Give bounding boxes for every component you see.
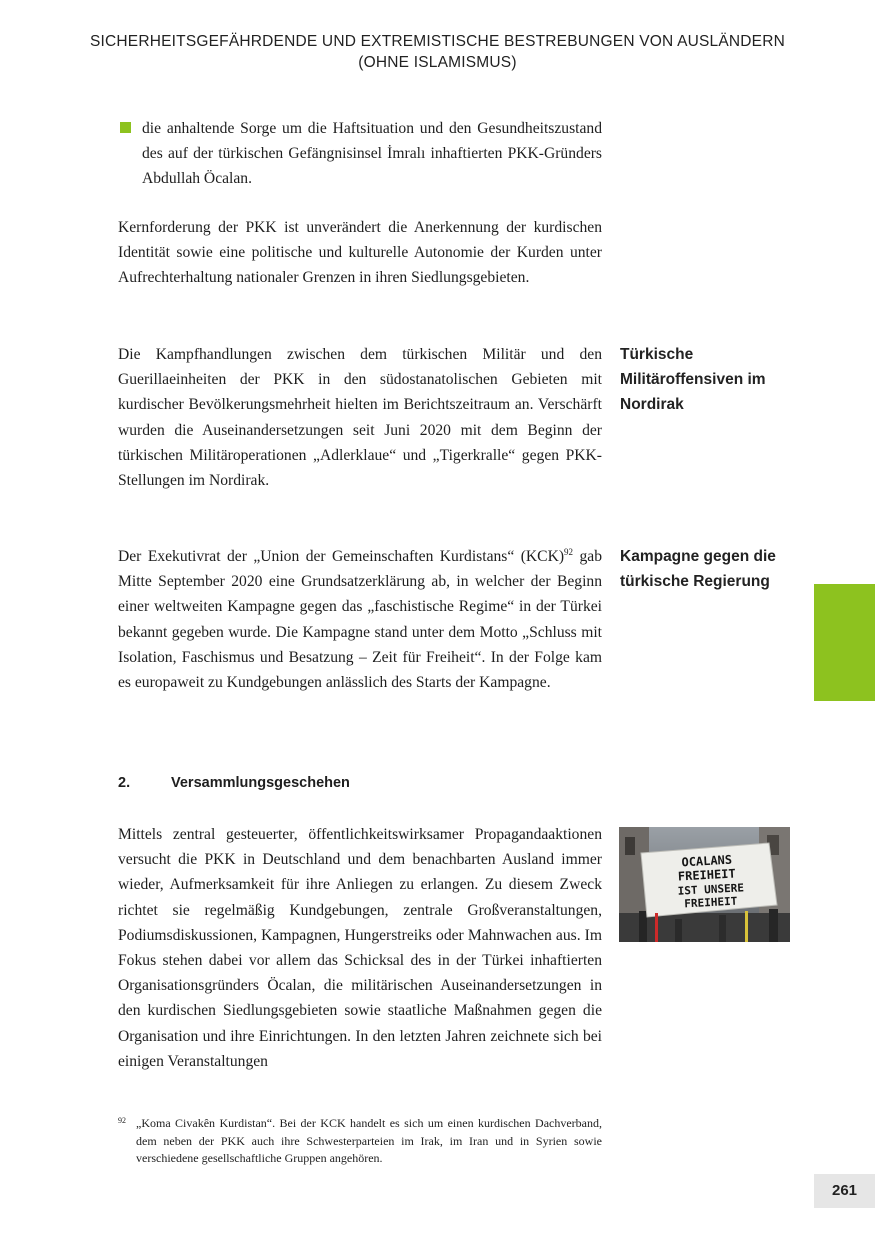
running-header-line-2: (OHNE ISLAMISMUS): [358, 54, 517, 71]
running-header-line-1: SICHERHEITSGEFÄHRDENDE UND EXTREMISTISCHE BESTREBUNGEN VON AUSLÄNDERN: [89, 33, 786, 50]
section-number: 2.: [118, 775, 131, 791]
protest-banner-photo: [619, 827, 790, 942]
running-header: [60, 31, 815, 73]
paragraph-assemblies: Mittels zentral gesteuerter, öffentlichkeitswirksamer Propagandaaktionen versucht die PKK in Deutschland und dem benachbarten Ausland immer wieder, Aufmerksamkeit für ihre Anliegen zu erlangen. Zu diesem Zweck richtet sie regelmäßig Kundgebungen, zentrale Großveranstaltungen, Podiumsdiskussionen, Kampagnen, Hungerstreiks oder Mahnwachen aus. Im Fokus stehen dabei vor allem das Schicksal des in der Türkei inhaftierten Organisationsgründers Öcalan, die militärischen Auseinandersetzungen in den kurdischen Siedlungsgebieten sowie staatliche Maßnahmen gegen die Organisation und ihre Einrichtungen. In den letzten Jahren zeichnete sich bei einigen Veranstaltungen: [118, 826, 602, 1070]
footnote-number: 92: [118, 1116, 126, 1125]
section-title: Versammlungsgeschehen: [171, 775, 350, 791]
footnote: [118, 1115, 602, 1168]
chapter-tab-marker: [814, 584, 875, 701]
sidenote-campaign: [620, 544, 800, 594]
paragraph-campaign-start: Der Exekutivrat der „Union der Gemeinschaften Kurdistans“ (KCK): [118, 548, 565, 565]
banner-line-2: FREIHEIT: [677, 866, 737, 884]
sidenote-line: Nordirak: [620, 396, 684, 414]
sidenote-line: türkische Regierung: [620, 573, 770, 591]
sidenote-line: Türkische: [620, 346, 694, 363]
bullet-text: die anhaltende Sorge um die Haftsituation und den Gesundheitszustand des auf der türkischen Gefängnisinsel İmralı inhaftierten PKK-Gründers Abdullah Öcalan.: [142, 120, 602, 188]
sidenote-military-offensive: [620, 342, 800, 418]
bullet-item: [118, 116, 602, 192]
footnote-text: „Koma Civakên Kurdistan“. Bei der KCK handelt es sich um einen kurdischen Dachverband, dem neben der PKK auch ihre Schwesterparteien im Irak, im Iran und in Syrien sowie verschiedene gesellschaftliche Gruppen angehören.: [136, 1116, 602, 1165]
page-number: 261: [814, 1174, 875, 1208]
paragraph-pkk-demands: Kernforderung der PKK ist unverändert die Anerkennung der kurdischen Identität sowie eine politische und kulturelle Autonomie der Kurden unter Aufrechterhaltung nationaler Grenzen in ihren Siedlungsgebieten.: [118, 219, 602, 287]
sidenote-line: Militäroffensiven im: [620, 371, 766, 389]
paragraph-campaign-rest: gab Mitte September 2020 eine Grundsatzerklärung ab, in welcher der Beginn einer weltweiten Kampagne gegen das „faschistische Regime“ in der Türkei bekannt gegeben wurde. Die Kampagne stand unter dem Motto „Schluss mit Isolation, Faschismus und Besatzung – Zeit für Freiheit“. In der Folge kam es europaweit zu Kundgebungen anlässlich des Starts der Kampagne.: [118, 548, 603, 692]
paragraph-campaign: [118, 544, 602, 695]
banner-line-1: OCALANS: [681, 852, 733, 870]
banner-line-3: IST UNSERE: [677, 881, 745, 898]
sidenote-line: Kampagne gegen die: [620, 548, 776, 565]
bullet-square-icon: [120, 122, 131, 133]
paragraph-fighting: Die Kampfhandlungen zwischen dem türkischen Militär und den Guerillaeinheiten der PKK in den südostanatolischen Gebieten mit kurdischer Bevölkerungsmehrheit hielten im Berichtszeitraum an. Verschärft wurden die Auseinandersetzungen seit Juni 2020 mit dem Beginn der türkischen Militäroperationen „Adlerklaue“ und „Tigerkralle“ gegen PKK-Stellungen im Nordirak.: [118, 346, 602, 490]
banner-line-4: FREIHEIT: [684, 894, 738, 911]
footnote-reference[interactable]: 92: [564, 547, 574, 557]
